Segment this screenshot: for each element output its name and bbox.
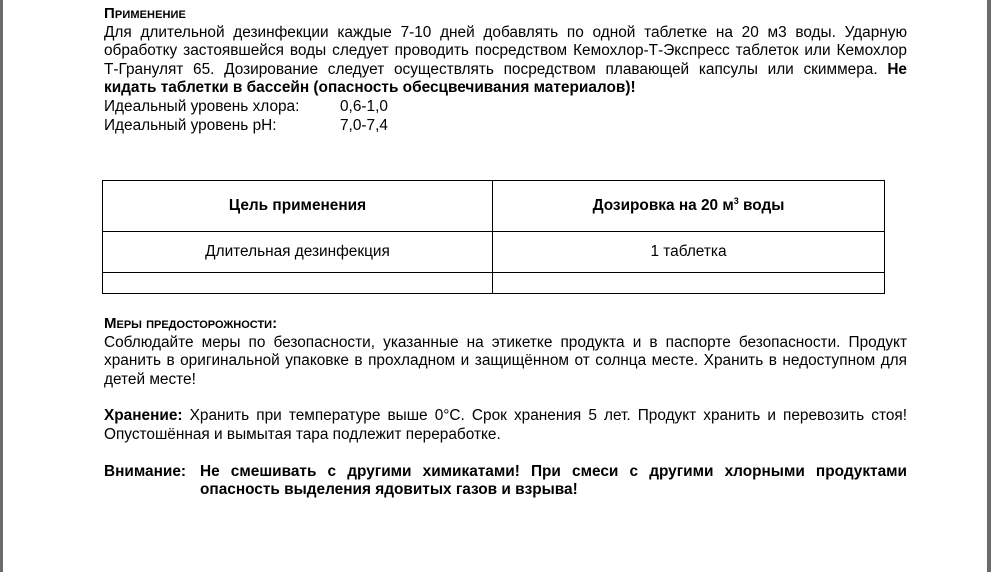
application-warning-text: Не кидать таблетки в бассейн (опасность обесцвечивания материалов)!	[104, 60, 907, 97]
header-purpose: Цель применения	[103, 181, 493, 232]
header-dosage	[493, 181, 885, 232]
ph-level-row	[104, 117, 907, 136]
ph-level-label: Идеальный уровень pH:	[104, 116, 277, 134]
header-dosage-prefix: Дозировка на 20 м	[592, 197, 734, 214]
page-edge-right	[987, 0, 991, 572]
chlorine-level-row	[104, 98, 907, 117]
page-edge-left	[0, 0, 3, 572]
warning-paragraph	[104, 463, 907, 500]
cell-dose: 1 таблетка	[493, 232, 885, 273]
table-header-row	[103, 181, 885, 232]
application-heading: Применение	[104, 5, 186, 22]
ph-level-value: 7,0-7,4	[340, 116, 388, 134]
cell-dose	[493, 273, 885, 294]
table-row	[103, 232, 885, 273]
header-dosage-suffix: воды	[738, 197, 785, 214]
precautions-section	[104, 315, 907, 500]
application-section	[104, 5, 907, 135]
storage-text: Хранить при температуре выше 0°C. Срок хранения 5 лет. Продукт хранить и перевозить стоя! Опустошённая и вымытая тара подлежит переработке.	[104, 407, 907, 443]
application-paragraph	[104, 24, 907, 98]
precautions-heading: Меры предосторожности:	[104, 315, 278, 332]
warning-text: Не смешивать с другими химикатами! При смеси с другими хлорными продуктами опасность выделения ядовитых газов и взрыва!	[200, 462, 907, 499]
precautions-text: Соблюдайте меры по безопасности, указанные на этикетке продукта и в паспорте безопасности. Продукт хранить в оригинальной упаковке в прохладном и защищённом от солнца месте. Хранить в недоступном для детей месте!	[104, 333, 907, 388]
dosage-table	[102, 180, 885, 294]
table-row	[103, 273, 885, 294]
chlorine-level-label: Идеальный уровень хлора:	[104, 97, 300, 115]
application-text: Для длительной дезинфекции каждые 7-10 дней добавлять по одной таблетке на 20 м3 воды. Ударную обработку застоявшейся воды следует проводить посредством Кемохлор-Т-Экспресс таблеток или Кемохлор Т-Гранулят 65. Дозирование следует осуществлять посредством плавающей капсулы или скиммера.	[104, 23, 907, 78]
header-dosage-sup: 3	[733, 196, 739, 206]
storage-paragraph	[104, 407, 907, 444]
cell-purpose	[103, 273, 493, 294]
cell-purpose: Длительная дезинфекция	[103, 232, 493, 273]
warning-label: Внимание:	[104, 462, 187, 480]
chlorine-level-value: 0,6-1,0	[340, 97, 388, 115]
storage-label: Хранение:	[104, 407, 183, 425]
